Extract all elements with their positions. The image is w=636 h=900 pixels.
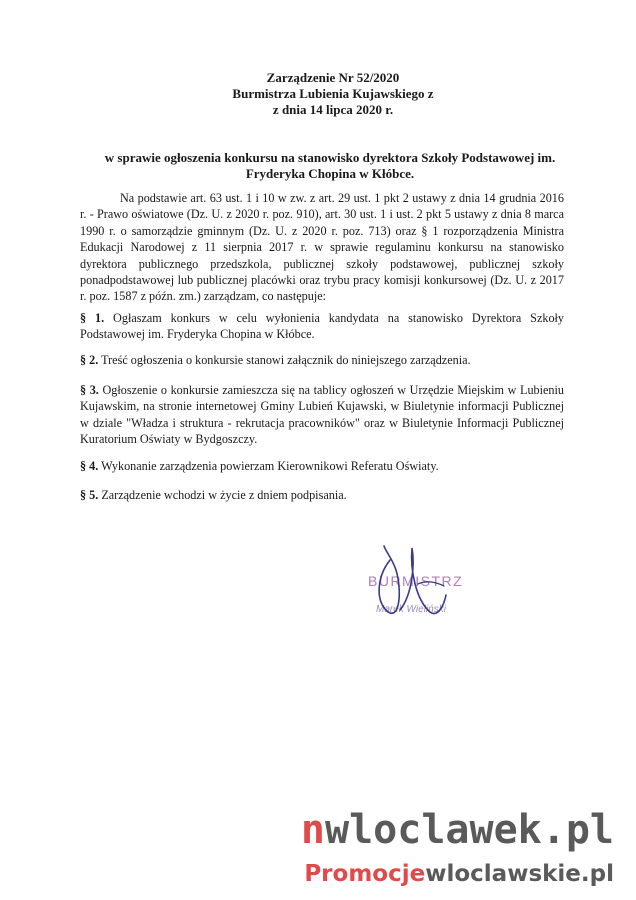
paragraph-3-number: § 3. xyxy=(80,383,99,397)
header-date: z dnia 14 lipca 2020 r. xyxy=(272,102,394,117)
paragraph-1-text: Ogłaszam konkurs w celu wyłonienia kandydata na stanowisko Dyrektora Szkoły Podstawowej im. Fryderyka Chopina w Kłóbce. xyxy=(80,311,565,342)
handwritten-signature xyxy=(360,540,490,630)
paragraph-5-number: § 5. xyxy=(80,488,99,502)
paragraph-4-number: § 4. xyxy=(80,459,99,473)
paragraph-1 xyxy=(80,310,564,343)
paragraph-3-text: Ogłoszenie o konkursie zamieszcza się na tablicy ogłoszeń w Urzędzie Miejskim w Lubieniu Kujawskim, na stronie internetowej Gminy Lubień Kujawski, w Biuletynie informacji Publicznej w dziale "Władza i struktura - rekrutacja pracowników" oraz w Biuletynie Informacji Publicznej Kuratorium Oświaty w Bydgoszczy. xyxy=(80,383,565,447)
stamp-title: BURMISTRZ xyxy=(368,573,464,589)
paragraph-4-text: Wykonanie zarządzenia powierzam Kierownikowi Referatu Oświaty. xyxy=(101,459,439,473)
header-issuer: Burmistrza Lubienia Kujawskiego z xyxy=(232,86,434,101)
paragraph-2-text: Treść ogłoszenia o konkursie stanowi załącznik do niniejszego zarządzenia. xyxy=(101,353,471,367)
header-title: Zarządzenie Nr 52/2020 xyxy=(266,70,400,85)
intro-paragraph: Na podstawie art. 63 ust. 1 i 10 w zw. z art. 29 ust. 1 pkt 2 ustawy z dnia 14 grudnia 2016 r. - Prawo oświatowe (Dz. U. z 2020 r. poz. 910), art. 30 ust. 1 i ust. 2 pkt 5 ustawy z dnia 8 marca 1990 r. o samorządzie gminnym (Dz. U. z 2020 r. poz. 713) oraz § 1 rozporządzenia Ministra Edukacji Narodowej z 11 sierpnia 2017 r. w sprawie regulaminu konkursu na stanowisko dyrektora publicznego przedszkola, publicznej szkoły podstawowej, publicznej szkoły ponadpodstawowej lub publicznej placówki oraz trybu pracy komisji konkursowej (Dz. U. z 2017 r. poz. 1587 z późn. zm.) zarządzam, co następuje: xyxy=(80,191,564,304)
watermark-promo xyxy=(304,861,614,887)
document-header xyxy=(0,70,636,118)
document-subject xyxy=(100,150,560,182)
watermark-site-rest: wloclawek.pl xyxy=(325,807,614,853)
paragraph-2 xyxy=(80,352,564,368)
paragraph-1-number: § 1. xyxy=(80,311,105,325)
watermark-promo-accent: Promocje xyxy=(304,861,426,887)
watermark-promo-rest: wloclawskie.pl xyxy=(425,861,614,887)
paragraph-2-number: § 2. xyxy=(80,353,99,367)
watermark-site xyxy=(301,807,614,853)
paragraph-3 xyxy=(80,382,564,448)
subject-line-2: Fryderyka Chopina w Kłóbce. xyxy=(245,166,415,181)
paragraph-5-text: Zarządzenie wchodzi w życie z dniem podpisania. xyxy=(101,488,347,502)
paragraph-4 xyxy=(80,458,564,474)
subject-line-1: w sprawie ogłoszenia konkursu na stanowisko dyrektora Szkoły Podstawowej im. xyxy=(104,150,556,165)
watermark-site-accent: n xyxy=(300,807,326,853)
paragraph-5 xyxy=(80,487,564,503)
stamp-name: Marek Wieliński xyxy=(376,604,446,615)
